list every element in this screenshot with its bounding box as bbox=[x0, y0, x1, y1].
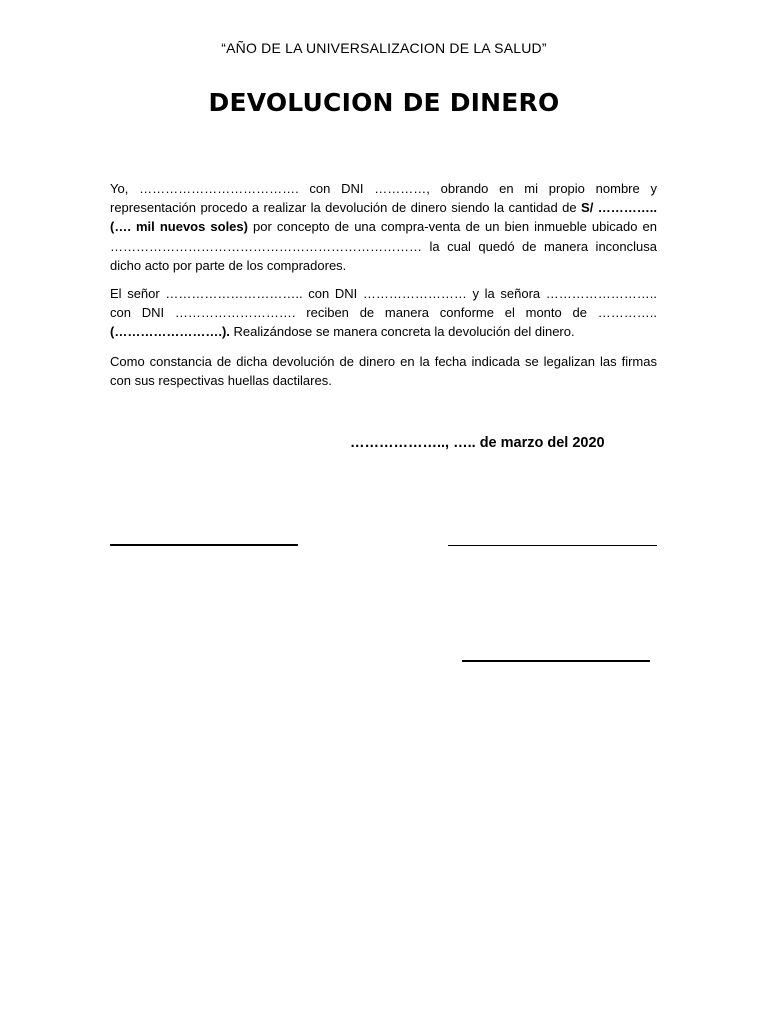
signature-line-right bbox=[448, 545, 657, 546]
paragraph-1-text-b: por concepto de una compra-venta de un bien inmueble ubicado en ……………………………………………………………… la cual quedó de manera inconclusa dicho acto por parte de los compradores. bbox=[110, 219, 657, 273]
paragraph-declaration bbox=[110, 179, 657, 275]
signature-line-bottom bbox=[462, 660, 650, 662]
paragraph-2-text-b: Realizándose se manera concreta la devolución del dinero. bbox=[229, 324, 575, 340]
paragraph-1-text-a: Yo, ………………………………. con DNI …………, obrando en mi propio nombre y representación procedo a realizar la devolución de dinero siendo la cantidad de bbox=[110, 181, 657, 216]
signature-line-left bbox=[110, 544, 298, 546]
paragraph-2-text-a: El señor ………………………….. con DNI …………………… y la señora …………………….. con DNI ………………………. reciben de manera conforme el monto de ………….. bbox=[110, 286, 657, 321]
paragraph-3-text: Como constancia de dicha devolución de dinero en la fecha indicada se legalizan las firmas con sus respectivas huellas dactilares. bbox=[110, 354, 657, 389]
document-title: DEVOLUCION DE DINERO bbox=[208, 88, 560, 117]
paragraph-attestation bbox=[110, 352, 657, 390]
paragraph-2-amount-words: (…………………….). bbox=[110, 324, 230, 340]
paragraph-recipients bbox=[110, 284, 657, 342]
year-motto: “AÑO DE LA UNIVERSALIZACION DE LA SALUD” bbox=[221, 40, 547, 56]
paragraph-1-amount: S/ ………….. (…. mil nuevos soles) bbox=[110, 200, 657, 235]
date-line: ……………….., ….. de marzo del 2020 bbox=[350, 435, 605, 451]
